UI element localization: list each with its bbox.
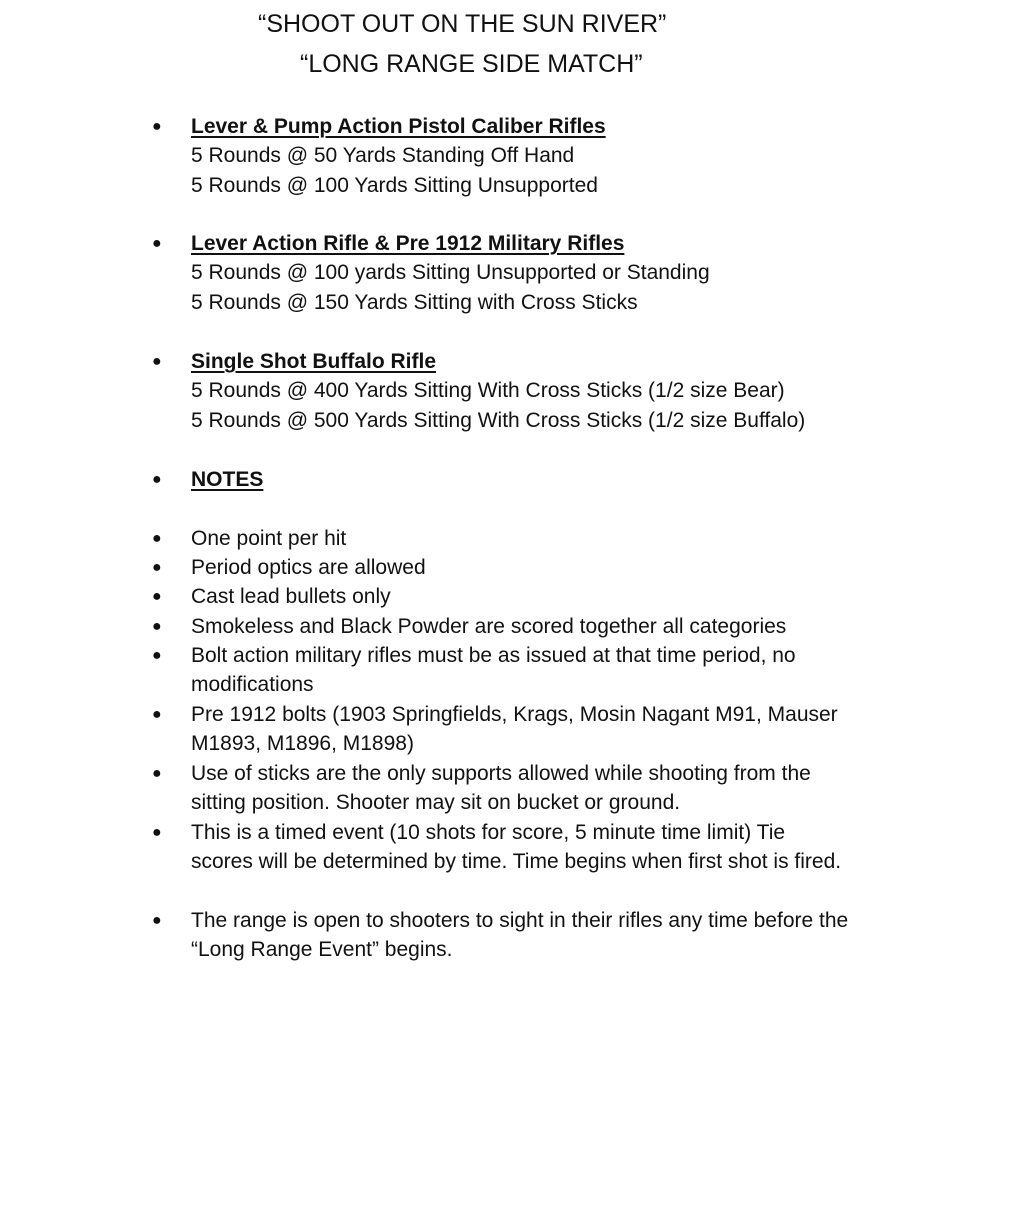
bullet-icon: ● xyxy=(152,353,162,370)
bullet-icon: ● xyxy=(152,235,162,252)
note-body xyxy=(191,582,871,611)
note-text: This is a timed event (10 shots for score, 5 minute time limit) Tie scores will be determined by time. Time begins when first shot is fired. xyxy=(191,821,842,874)
note-body xyxy=(191,524,871,553)
note-text: Cast lead bullets only xyxy=(191,585,391,608)
bullet-icon: ● xyxy=(152,912,162,929)
note-body xyxy=(191,553,871,582)
bullet-icon: ● xyxy=(152,647,162,664)
category-heading: Single Shot Buffalo Rifle xyxy=(191,350,436,373)
note-body xyxy=(191,759,871,818)
bullet-icon: ● xyxy=(152,765,162,782)
note-text: Smokeless and Black Powder are scored together all categories xyxy=(191,615,787,638)
note-text: Pre 1912 bolts (1903 Springfields, Krags, Mosin Nagant M91, Mauser M1893, M1896, M1898) xyxy=(191,703,838,756)
note-text: The range is open to shooters to sight in their rifles any time before the “Long Range Event” begins. xyxy=(191,909,849,962)
bullet-icon: ● xyxy=(152,471,162,488)
note-body xyxy=(191,700,871,759)
category-body xyxy=(191,347,871,435)
note-text: Period optics are allowed xyxy=(191,556,426,579)
category-heading: Lever Action Rifle & Pre 1912 Military Rifles xyxy=(191,232,625,255)
note-text: One point per hit xyxy=(191,527,347,550)
category-line: 5 Rounds @ 100 yards Sitting Unsupported or Standing xyxy=(191,261,710,285)
category-line: 5 Rounds @ 150 Yards Sitting with Cross Sticks xyxy=(191,290,638,314)
note-body xyxy=(191,612,871,641)
notes-heading: NOTES xyxy=(191,468,264,491)
notes-heading-body xyxy=(191,465,871,494)
category-line: 5 Rounds @ 100 Yards Sitting Unsupported xyxy=(191,173,598,197)
bullet-icon: ● xyxy=(152,618,162,635)
bullet-icon: ● xyxy=(152,824,162,841)
note-body xyxy=(191,906,871,965)
note-text: Use of sticks are the only supports allowed while shooting from the sitting position. Shooter may sit on bucket or ground. xyxy=(191,762,811,815)
bullet-icon: ● xyxy=(152,559,162,576)
category-line: 5 Rounds @ 400 Yards Sitting With Cross Sticks (1/2 size Bear) xyxy=(191,379,785,403)
category-heading: Lever & Pump Action Pistol Caliber Rifles xyxy=(191,115,606,138)
category-body xyxy=(191,229,871,317)
title-line-2: “LONG RANGE SIDE MATCH” xyxy=(300,50,643,78)
category-line: 5 Rounds @ 50 Yards Standing Off Hand xyxy=(191,144,575,168)
bullet-icon: ● xyxy=(152,530,162,547)
note-body xyxy=(191,818,851,877)
bullet-icon: ● xyxy=(152,118,162,135)
category-body xyxy=(191,112,871,200)
note-body xyxy=(191,641,851,700)
note-text: Bolt action military rifles must be as issued at that time period, no modifications xyxy=(191,644,796,697)
bullet-icon: ● xyxy=(152,706,162,723)
title-line-1: “SHOOT OUT ON THE SUN RIVER” xyxy=(258,10,667,38)
category-line: 5 Rounds @ 500 Yards Sitting With Cross Sticks (1/2 size Buffalo) xyxy=(191,408,806,432)
bullet-icon: ● xyxy=(152,588,162,605)
